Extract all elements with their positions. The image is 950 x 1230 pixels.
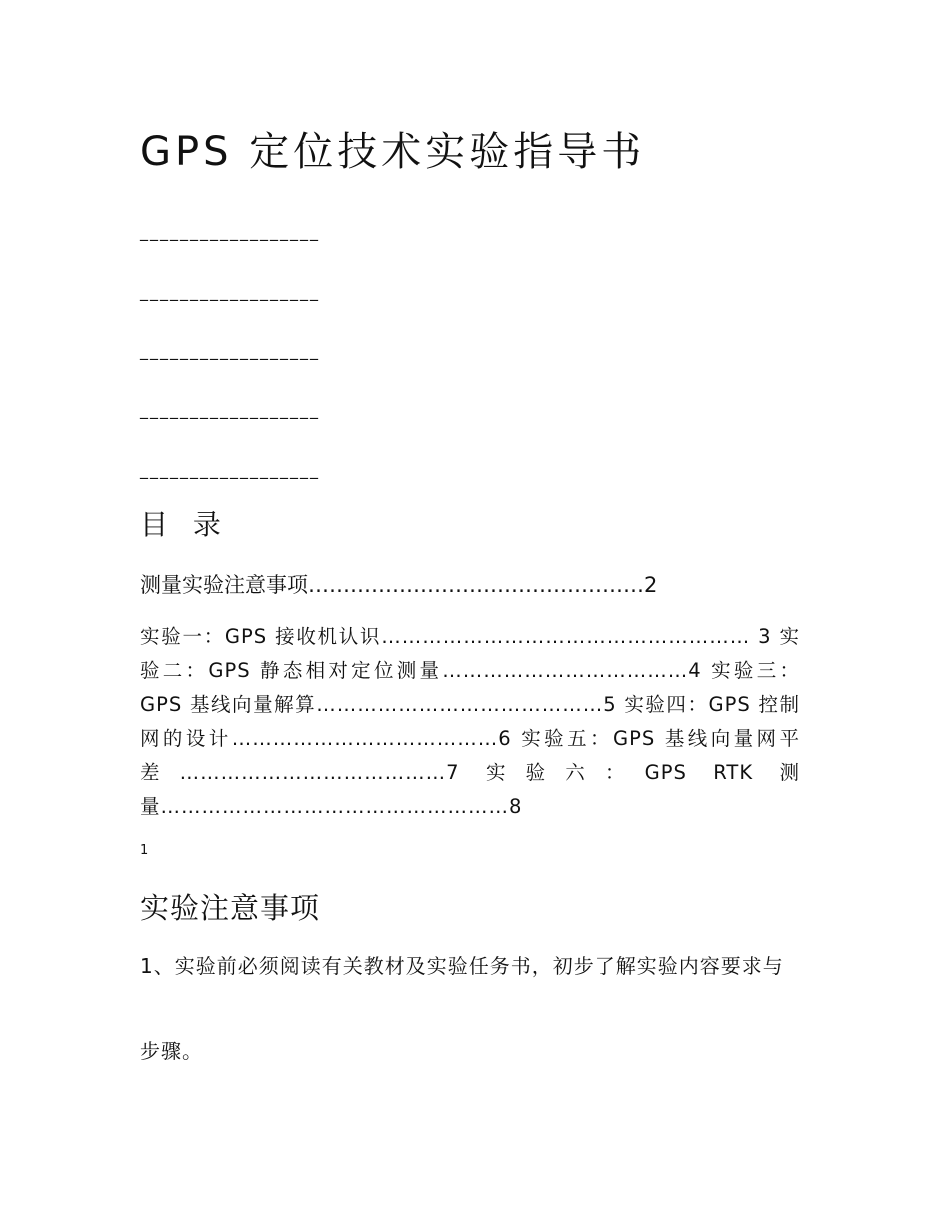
document-title: GPS 定位技术实验指导书 bbox=[140, 129, 646, 175]
blank-fill-line: __________________ bbox=[140, 400, 320, 419]
blank-fill-line: __________________ bbox=[140, 282, 320, 301]
paragraph: 步骤。 bbox=[140, 1039, 203, 1063]
blank-fill-line: __________________ bbox=[140, 341, 320, 360]
toc-entry-safety-notes: 测量实验注意事项…………………………………………2 bbox=[140, 573, 658, 597]
toc-entries: 实验一：GPS 接收机认识……………………………………………… 3 实验二：GPS 静态相对定位测量………………………………4 实验三：GPS 基线向量解算……………………………………5 实验四：GPS 控制网的设计…………………………………6 实验五：GPS 基线向量网平差…………………………………7 实验六：GPS RTK 测量……………………………………………8 bbox=[140, 625, 800, 818]
blank-fill-line: __________________ bbox=[140, 460, 320, 479]
page-number: 1 bbox=[140, 843, 149, 858]
section-heading: 实验注意事项 bbox=[140, 891, 321, 925]
paragraph: 1、实验前必须阅读有关教材及实验任务书，初步了解实验内容要求与 bbox=[140, 954, 784, 978]
blank-fill-line: __________________ bbox=[140, 222, 320, 241]
toc-heading: 目 录 bbox=[140, 508, 229, 541]
